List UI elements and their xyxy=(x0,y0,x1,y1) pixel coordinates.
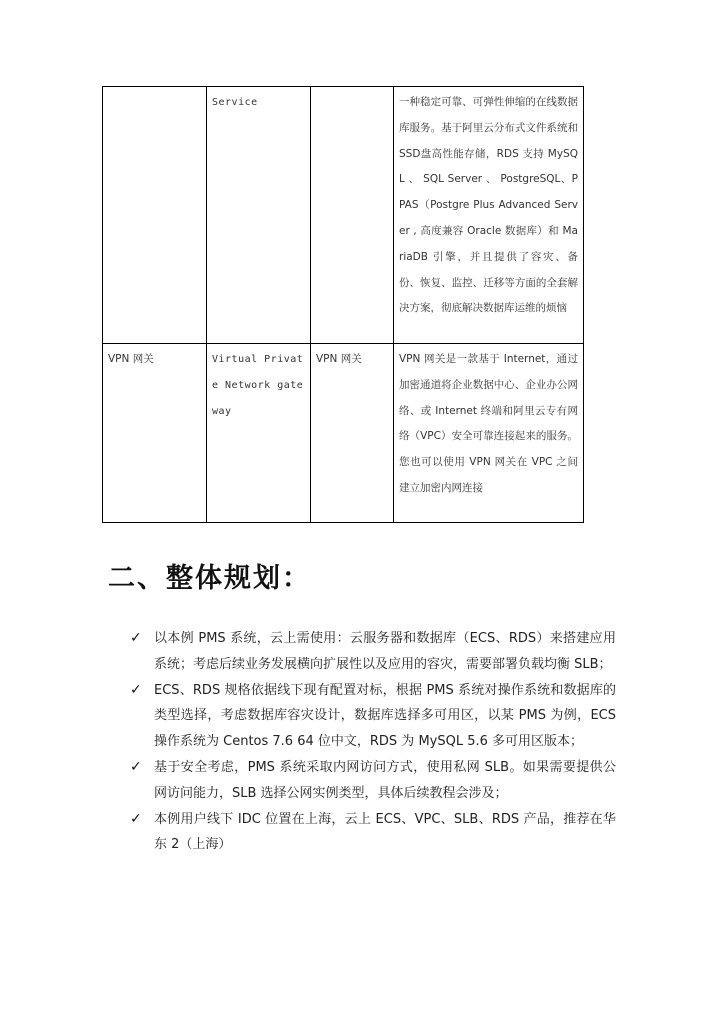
table-row xyxy=(103,344,584,523)
list-item-text: ECS、RDS 规格依据线下现有配置对标，根据 PMS 系统对操作系统和数据库的类型选择，考虑数据库容灾设计，数据库选择多可用区，以某 PMS 为例，ECS 操作系统为 Centos 7.6 64 位中文，RDS 为 MySQL 5.6 多可用区版本； xyxy=(154,682,616,750)
check-icon: ✓ xyxy=(130,810,142,827)
list-item xyxy=(128,755,616,807)
check-icon: ✓ xyxy=(130,681,142,698)
check-icon: ✓ xyxy=(130,758,142,775)
list-item xyxy=(128,807,616,859)
table-cell-name xyxy=(103,87,207,344)
service-table xyxy=(102,86,584,523)
table-cell-english: Virtual Private Network gateway xyxy=(207,344,311,523)
table-cell-english: Service xyxy=(207,87,311,344)
table-cell-abbr: VPN 网关 xyxy=(311,344,394,523)
table-cell-description: VPN 网关是一款基于 Internet，通过加密通道将企业数据中心、企业办公网络、或 Internet 终端和阿里云专有网络（VPC）安全可靠连接起来的服务。您也可以使用 VPN 网关在 VPC 之间建立加密内网连接 xyxy=(394,344,584,523)
table-cell-abbr xyxy=(311,87,394,344)
table-cell-description: 一种稳定可靠、可弹性伸缩的在线数据库服务。基于阿里云分布式文件系统和SSD盘高性能存储，RDS 支持 MySQL 、 SQL Server 、 PostgreSQL、PPAS（Postgre Plus Advanced Server , 高度兼容 Oracle 数据库）和 MariaDB 引擎，并且提供了容灾、备份、恢复、监控、迁移等方面的全套解决方案，彻底解决数据库运维的烦恼 xyxy=(394,87,584,344)
list-item xyxy=(128,626,616,678)
check-icon: ✓ xyxy=(130,630,142,646)
list-item-text: 以本例 PMS 系统，云上需使用：云服务器和数据库（ECS、RDS）来搭建应用系统；考虑后续业务发展横向扩展性以及应用的容灾，需要部署负载均衡 SLB； xyxy=(154,631,616,672)
table-row xyxy=(103,87,584,344)
table-cell-name: VPN 网关 xyxy=(103,344,207,523)
section-title: 二、整体规划： xyxy=(108,563,311,594)
list-item-text: 本例用户线下 IDC 位置在上海，云上 ECS、VPC、SLB、RDS 产品，推荐在华东 2（上海） xyxy=(154,811,616,853)
list-item xyxy=(128,678,616,755)
list-item-text: 基于安全考虑，PMS 系统采取内网访问方式，使用私网 SLB。如果需要提供公网访问能力，SLB 选择公网实例类型，具体后续教程会涉及； xyxy=(154,759,616,801)
plan-list xyxy=(128,626,616,858)
